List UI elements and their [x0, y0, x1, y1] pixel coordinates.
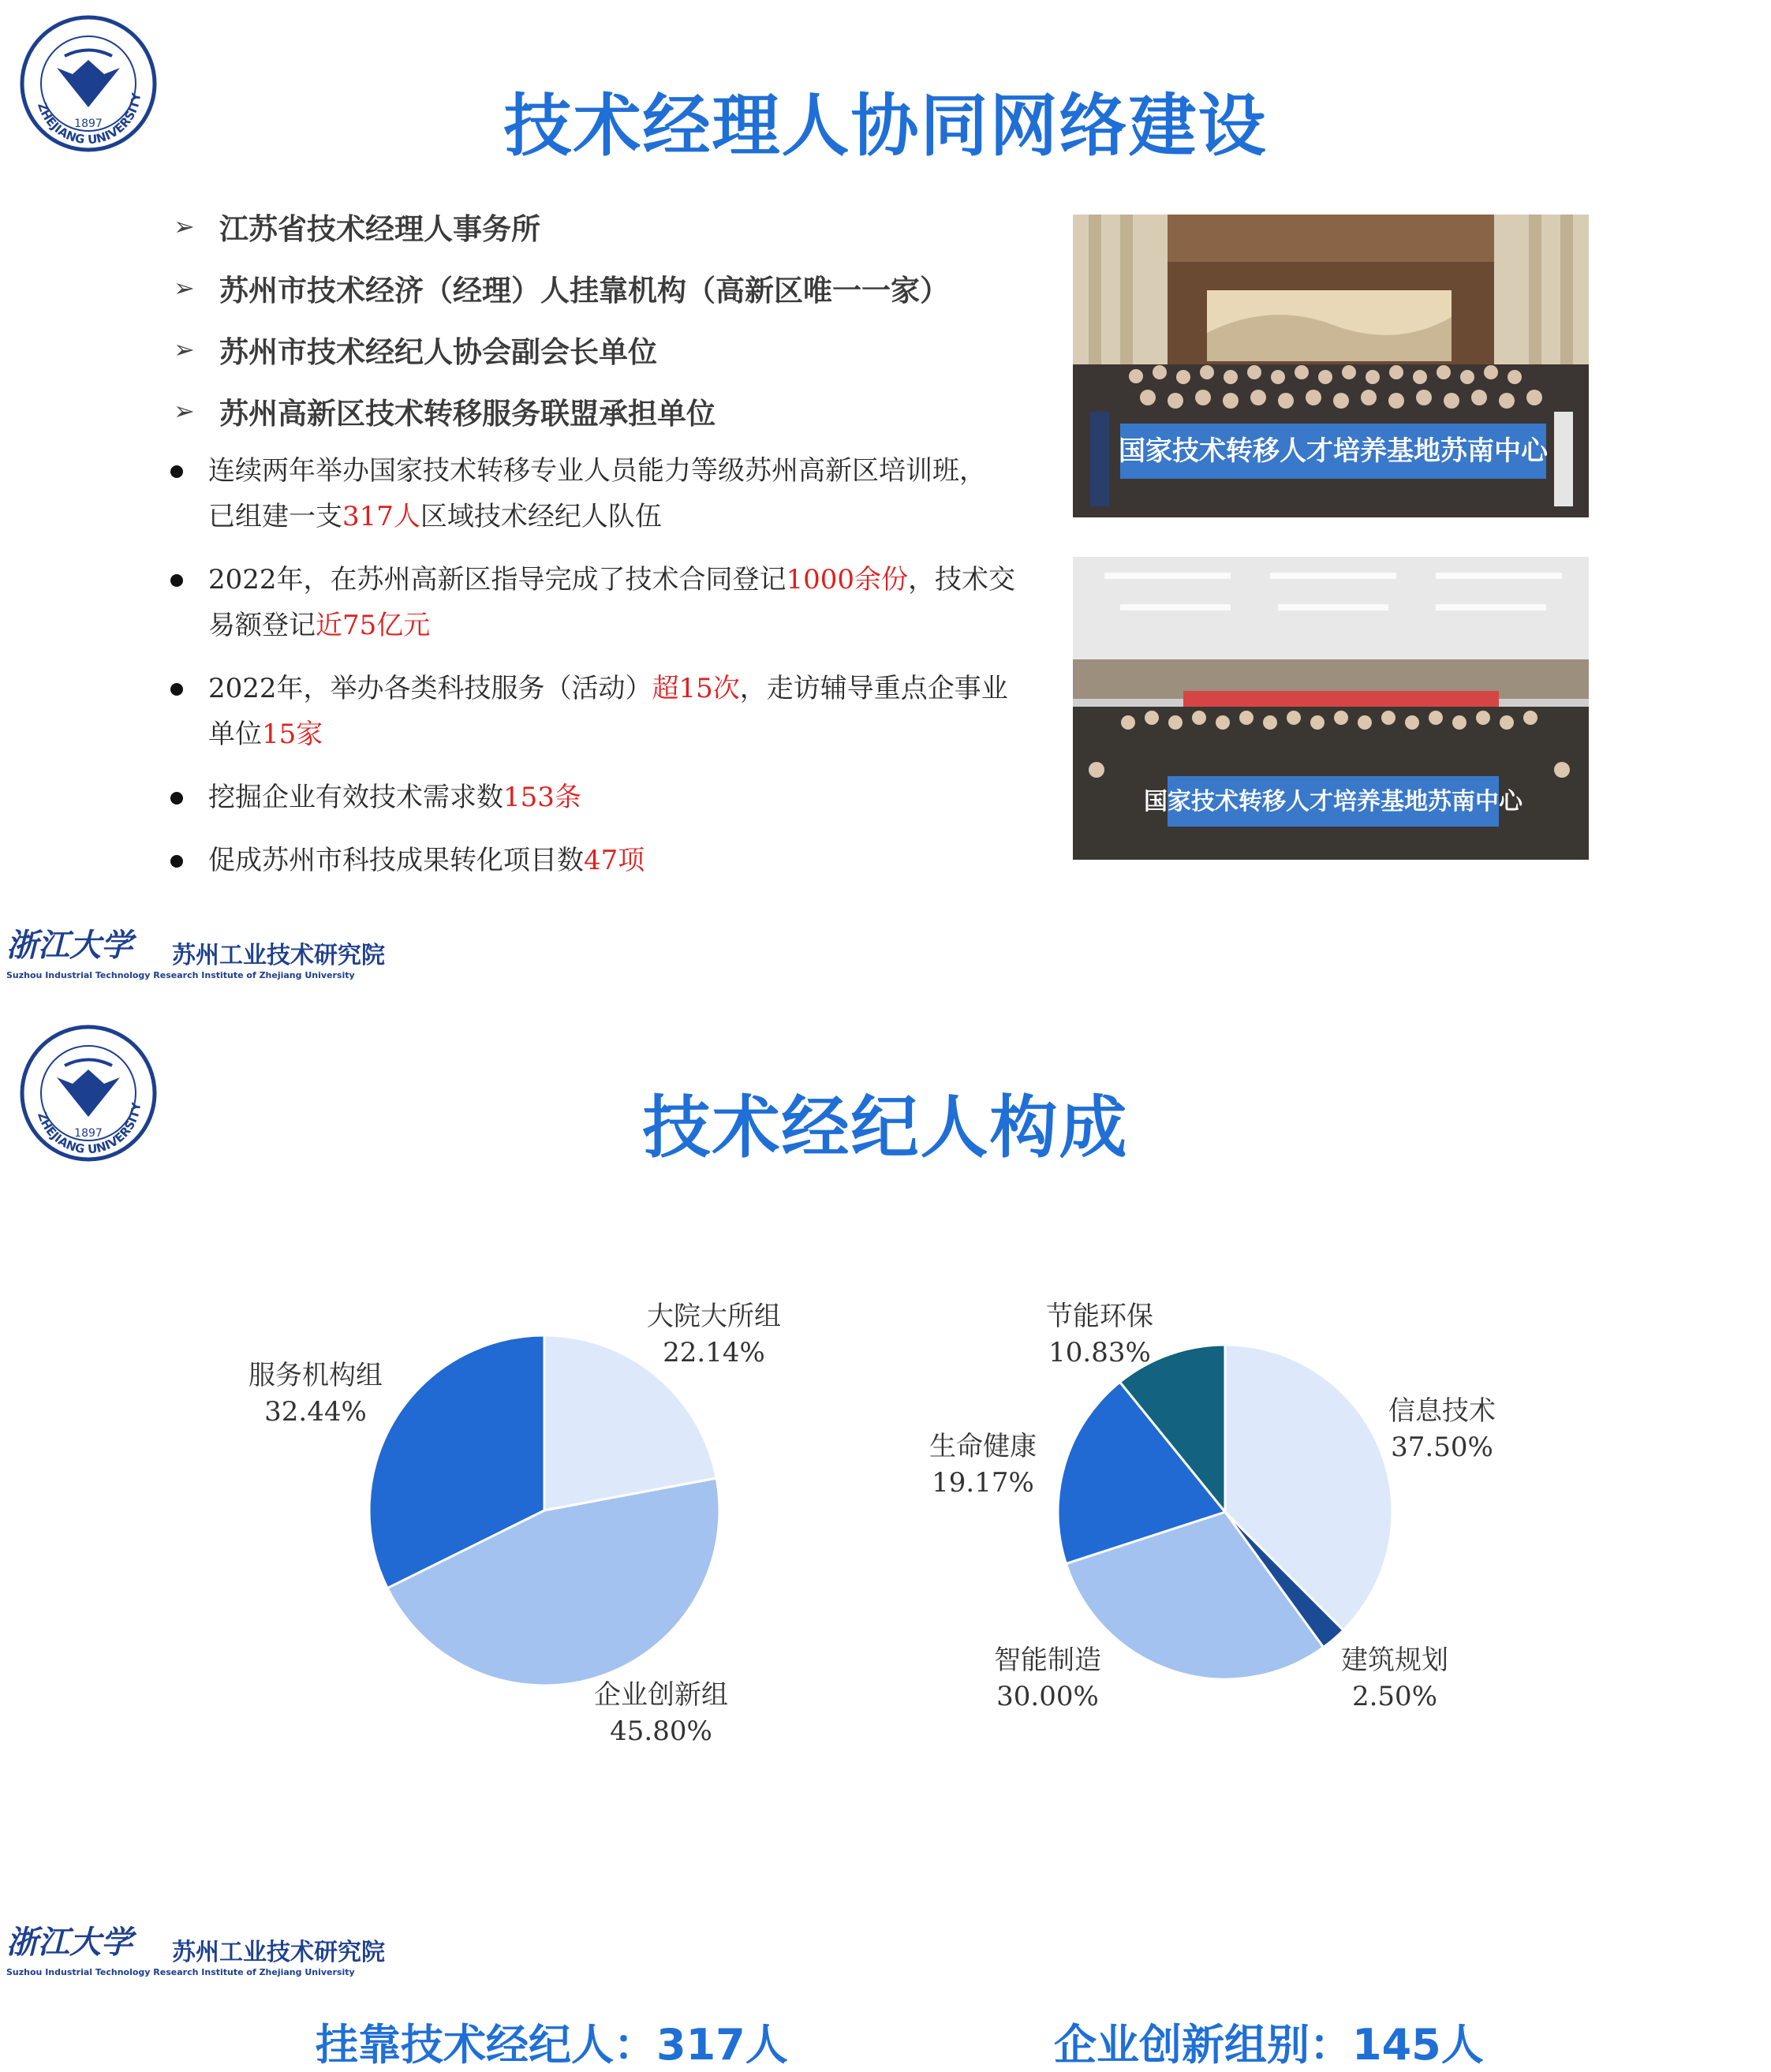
slice-category-label: 建筑规划	[1341, 1645, 1448, 1676]
list-item: ➢ 江苏省技术经理人事务所	[174, 211, 540, 246]
svg-text:浙江大学: 浙江大学	[6, 927, 133, 964]
svg-text:ZHEJIANG UNIVERSITY: ZHEJIANG UNIVERSITY	[35, 91, 144, 147]
footer-institute-name: 苏州工业技术研究院	[172, 1939, 385, 1966]
list-item: 连续两年举办国家技术转移专业人员能力等级苏州高新区培训班， 已组建一支317人区域技术经纪人队伍	[166, 448, 1026, 539]
list-item: 2022年，举办各类科技服务（活动）超15次，走访辅导重点企事业 单位15家	[166, 666, 1026, 757]
bullet-dot-icon	[170, 465, 183, 478]
svg-text:1897: 1897	[74, 118, 103, 130]
summary-enterprise-group: 企业创新组别：145人	[1054, 2020, 1484, 2070]
slice-value-label: 19.17%	[932, 1467, 1034, 1499]
slice-category-label: 服务机构组	[248, 1360, 383, 1391]
composition-pie-charts	[0, 1010, 1771, 1991]
group-photo-auditorium	[1073, 215, 1589, 517]
arrow-bullet-icon: ➢	[174, 334, 195, 364]
slice-value-label: 2.50%	[1351, 1681, 1438, 1712]
slice-category-label: 生命健康	[929, 1431, 1037, 1462]
arrow-bullet-icon: ➢	[174, 273, 195, 303]
slice-category-label: 智能制造	[994, 1645, 1101, 1676]
zju-calligraphy-logo-icon	[6, 921, 164, 969]
svg-text:国家技术转移人才培养基地苏南中心: 国家技术转移人才培养基地苏南中心	[1144, 788, 1523, 816]
footer-institute-logo	[6, 1918, 417, 1994]
achievement-list	[166, 448, 1026, 883]
list-item: ➢ 苏州市技术经济（经理）人挂靠机构（高新区唯一一家）	[174, 273, 949, 308]
group-photo-hall	[1073, 557, 1589, 860]
arrow-bullet-icon: ➢	[174, 396, 195, 426]
bullet-dot-icon	[170, 792, 183, 805]
slice-category-label: 大院大所组	[647, 1301, 781, 1332]
slice-value-label: 22.14%	[663, 1337, 765, 1368]
footer-institute-logo	[6, 921, 417, 997]
list-item: ➢ 苏州高新区技术转移服务联盟承担单位	[174, 396, 715, 431]
page-title: 技术经理人协同网络建设	[503, 87, 1268, 166]
footer-institute-english: Suzhou Industrial Technology Research Institute of Zhejiang University	[6, 970, 355, 980]
arrow-bullet-icon: ➢	[174, 211, 195, 241]
bullet-dot-icon	[170, 574, 183, 587]
zju-calligraphy-logo-icon	[6, 1918, 164, 1966]
slice-category-label: 企业创新组	[594, 1679, 728, 1711]
slice-value-label: 32.44%	[264, 1396, 367, 1428]
list-item: ➢ 苏州市技术经纪人协会副会长单位	[174, 334, 657, 369]
list-item: 挖掘企业有效技术需求数153条	[166, 775, 1026, 820]
slice-category-label: 节能环保	[1046, 1301, 1153, 1332]
svg-text:浙江大学: 浙江大学	[6, 1924, 133, 1961]
page-title: 技术经纪人构成	[642, 1088, 1129, 1167]
svg-text:1897: 1897	[74, 1127, 103, 1140]
list-item: 2022年，在苏州高新区指导完成了技术合同登记1000余份，技术交 易额登记近75亿元	[166, 557, 1026, 648]
slide-broker-composition	[0, 1010, 1771, 2070]
svg-text:国家技术转移人才培养基地苏南中心: 国家技术转移人才培养基地苏南中心	[1119, 435, 1548, 467]
qualification-list	[174, 196, 1057, 442]
svg-text:ZHEJIANG UNIVERSITY: ZHEJIANG UNIVERSITY	[35, 1101, 144, 1157]
slice-value-label: 45.80%	[610, 1715, 712, 1747]
slice-value-label: 30.00%	[996, 1681, 1099, 1712]
slide-network-building	[0, 0, 1771, 1010]
footer-institute-name: 苏州工业技术研究院	[172, 942, 385, 969]
slice-value-label: 10.83%	[1048, 1337, 1151, 1368]
bullet-dot-icon	[170, 855, 183, 868]
list-item: 促成苏州市科技成果转化项目数47项	[166, 838, 1026, 883]
summary-total-brokers: 挂靠技术经纪人：317人	[316, 2020, 788, 2070]
slice-value-label: 37.50%	[1391, 1432, 1493, 1463]
slice-category-label: 信息技术	[1388, 1395, 1496, 1427]
footer-institute-english: Suzhou Industrial Technology Research Institute of Zhejiang University	[6, 1967, 355, 1977]
bullet-dot-icon	[170, 683, 183, 696]
